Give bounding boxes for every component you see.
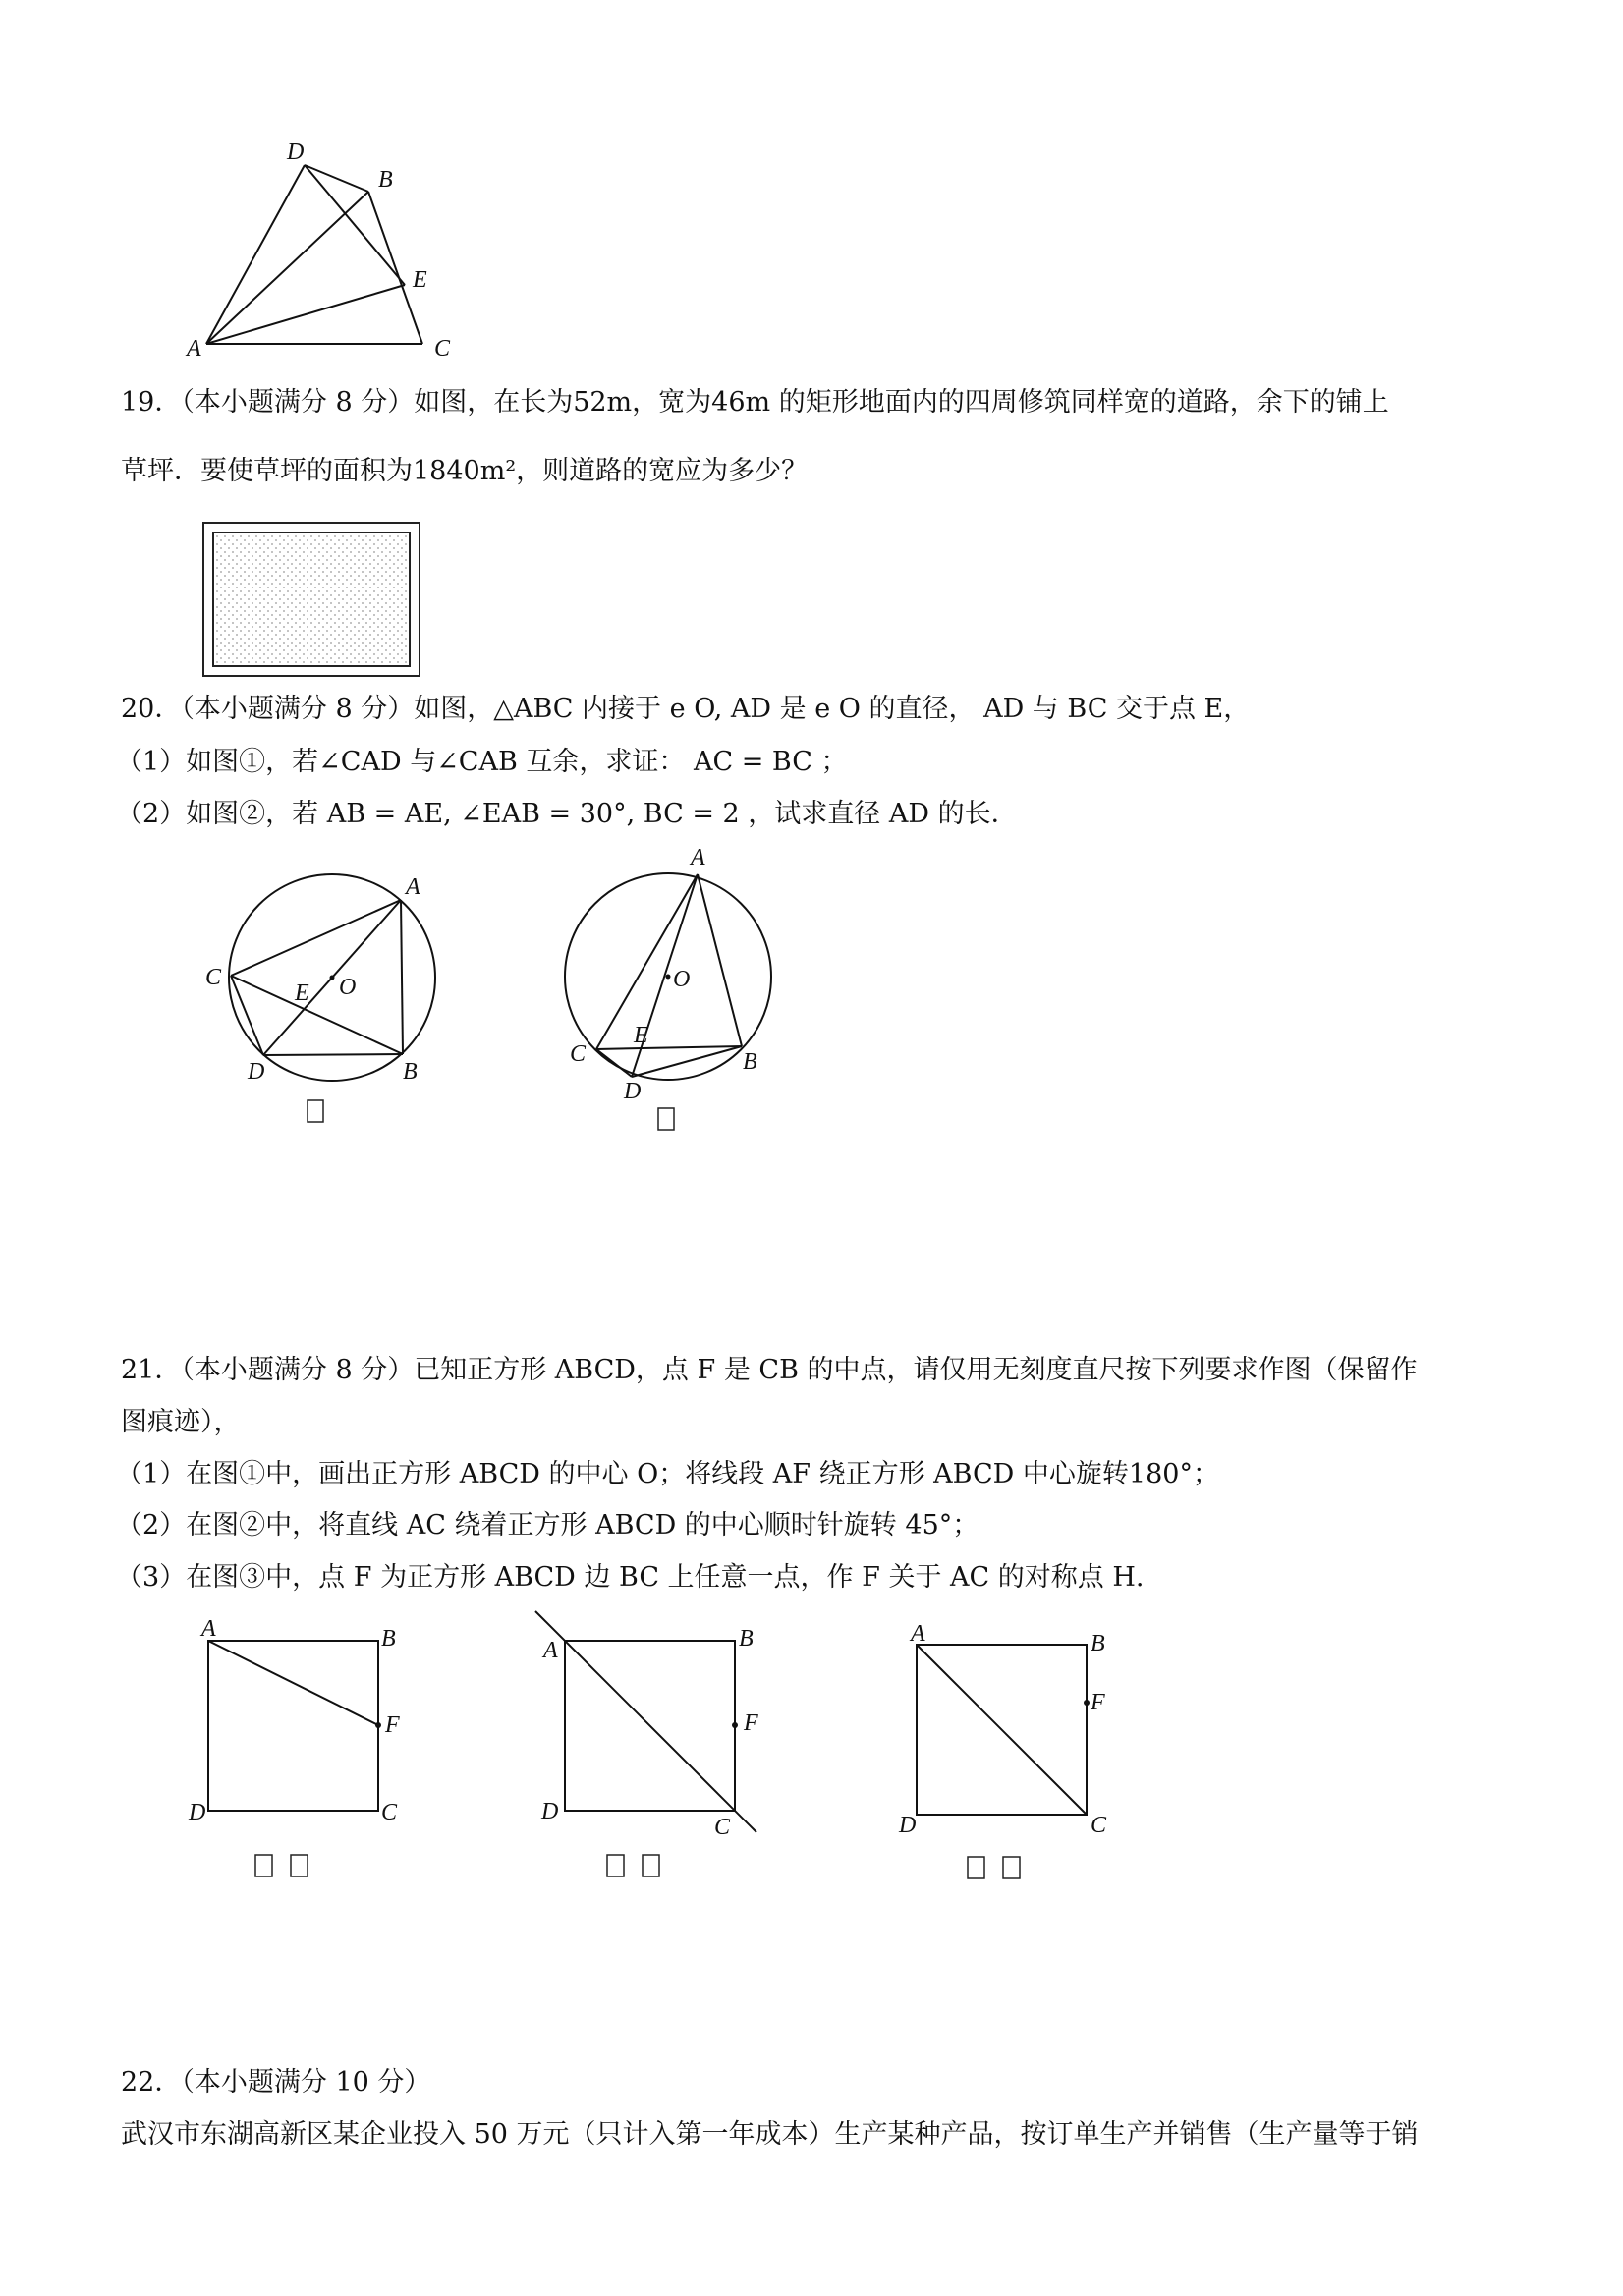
- svg-text:O: O: [339, 975, 357, 1000]
- svg-text:D: D: [899, 1813, 917, 1838]
- svg-text:B: B: [739, 1626, 754, 1652]
- q21-figure-1-caption-box-a: [255, 1855, 272, 1876]
- svg-text:A: A: [691, 845, 705, 870]
- q20-line1: 20．（本小题满分 8 分）如图，△ABC 内接于 e O, AD 是 e O 的直径， AD 与 BC 交于点 E，: [121, 694, 1251, 724]
- svg-text:F: F: [385, 1712, 400, 1738]
- q19-line2: 草坪．要使草坪的面积为1840m²，则道路的宽应为多少？: [121, 456, 809, 486]
- svg-text:B: B: [1091, 1631, 1105, 1656]
- svg-text:C: C: [205, 965, 222, 990]
- svg-text:A: A: [911, 1621, 925, 1647]
- q19-figure: [199, 519, 425, 681]
- svg-text:B: B: [403, 1059, 418, 1085]
- q20-part1: （1）如图①，若∠CAD 与∠CAB 互余，求证： AC = BC ；: [116, 747, 848, 777]
- q20-figure-1-caption-box: [308, 1100, 323, 1122]
- svg-text:A: A: [187, 336, 201, 362]
- q20-part2: （2）如图②，若 AB = AE, ∠EAB = 30°, BC = 2 ，试求直径 AD 的长．: [116, 799, 1018, 829]
- q20-figure-1: [192, 865, 457, 1140]
- q18-figure: [177, 138, 472, 364]
- q21-figure-2-caption-box-b: [643, 1855, 659, 1876]
- svg-text:D: D: [189, 1800, 206, 1825]
- svg-text:B: B: [743, 1049, 757, 1075]
- q21-figure-1: [187, 1616, 422, 1891]
- svg-text:C: C: [434, 336, 451, 362]
- q21-figure-2-caption-box-a: [607, 1855, 624, 1876]
- q21-figure-3-caption-box-b: [1003, 1857, 1020, 1878]
- svg-text:C: C: [1091, 1813, 1107, 1838]
- svg-text:F: F: [744, 1710, 758, 1736]
- svg-text:B: B: [381, 1626, 396, 1652]
- q22-line1: 22．（本小题满分 10 分）: [121, 2067, 431, 2098]
- svg-text:D: D: [248, 1059, 265, 1085]
- q19-line1: 19．（本小题满分 8 分）如图，在长为52m，宽为46m 的矩形地面内的四周修筑同样宽的道路，余下的铺上: [121, 387, 1389, 418]
- q21-figure-2: [526, 1606, 781, 1891]
- svg-text:D: D: [541, 1799, 559, 1824]
- q21-part1: （1）在图①中，画出正方形 ABCD 的中心 O；将线段 AF 绕正方形 ABCD 中心旋转180°；: [116, 1459, 1219, 1489]
- q21-part2: （2）在图②中，将直线 AC 绕着正方形 ABCD 的中心顺时针旋转 45°；: [116, 1510, 979, 1540]
- svg-text:C: C: [714, 1815, 731, 1840]
- svg-text:E: E: [295, 980, 309, 1006]
- q21-figure-3-caption-box-a: [968, 1857, 984, 1878]
- svg-text:E: E: [413, 267, 427, 293]
- svg-text:C: C: [381, 1800, 398, 1825]
- svg-text:A: A: [201, 1616, 216, 1642]
- svg-text:B: B: [378, 167, 393, 193]
- q21-line2: 图痕迹），: [121, 1407, 241, 1437]
- q21-figure-3: [889, 1619, 1125, 1899]
- q20-figure-2-caption-box: [658, 1108, 674, 1130]
- q21-figure-1-caption-box-b: [291, 1855, 308, 1876]
- q20-figure-2: [550, 845, 806, 1140]
- svg-text:E: E: [634, 1023, 648, 1048]
- svg-text:D: D: [287, 140, 305, 165]
- svg-text:O: O: [673, 967, 691, 992]
- svg-text:A: A: [543, 1638, 558, 1663]
- q21-part3: （3）在图③中，点 F 为正方形 ABCD 边 BC 上任意一点，作 F 关于 AC 的对称点 H.: [116, 1562, 1145, 1593]
- q21-line1: 21．（本小题满分 8 分）已知正方形 ABCD，点 F 是 CB 的中点，请仅用无刻度直尺按下列要求作图（保留作: [121, 1355, 1418, 1385]
- svg-text:D: D: [624, 1079, 642, 1104]
- q22-line2: 武汉市东湖高新区某企业投入 50 万元（只计入第一年成本）生产某种产品，按订单生产并销售（生产量等于销: [121, 2119, 1419, 2150]
- svg-text:F: F: [1091, 1690, 1105, 1715]
- svg-text:A: A: [406, 874, 420, 900]
- svg-text:C: C: [570, 1041, 587, 1067]
